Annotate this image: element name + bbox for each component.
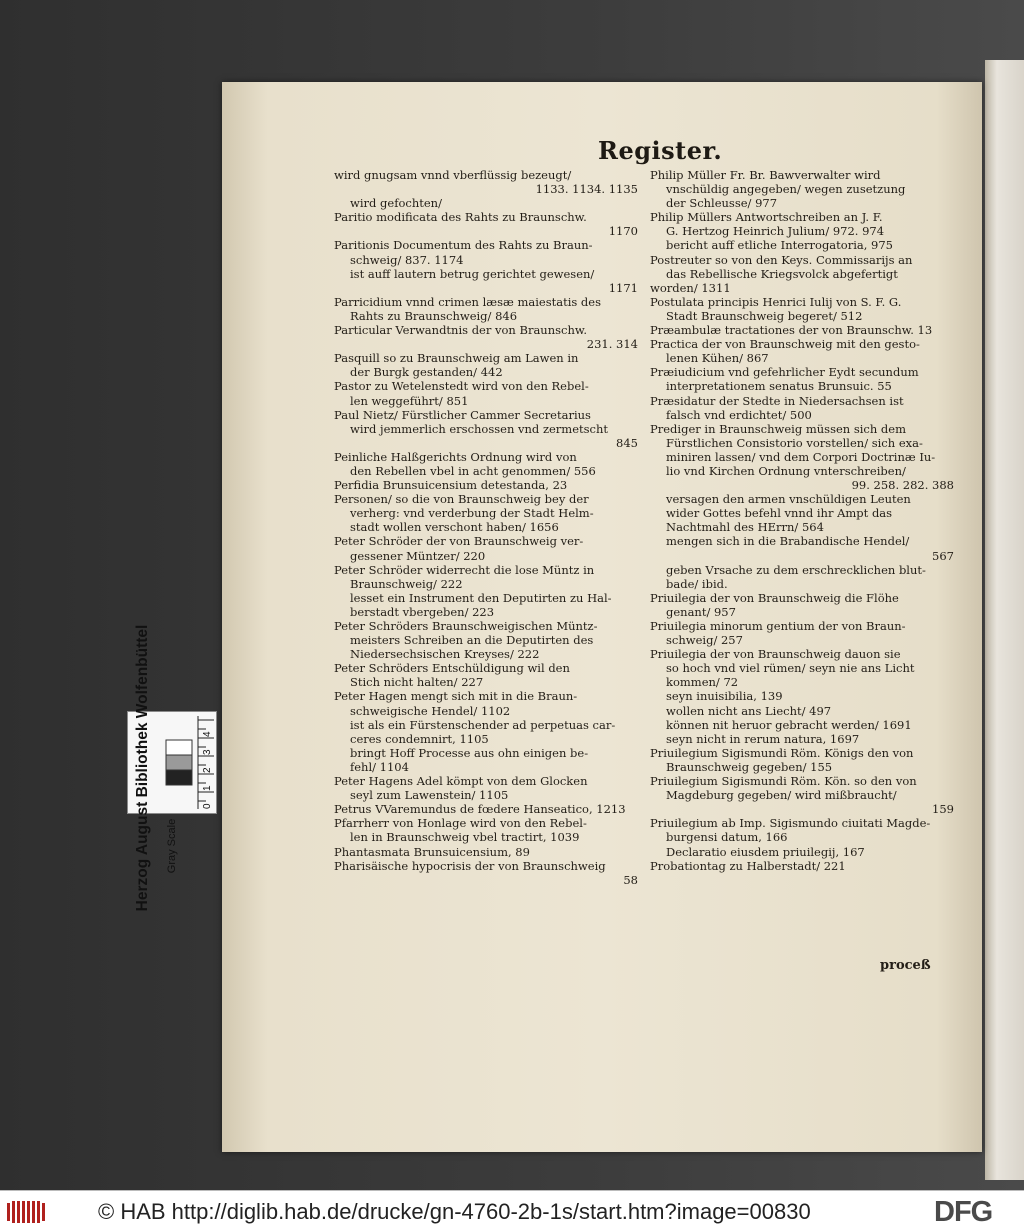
index-entry-line: miniren lassen/ vnd dem Corpori Doctrinæ Iu- [666, 449, 936, 464]
index-entry-line: Priuilegium Sigismundi Röm. Königs den von [650, 745, 914, 760]
index-entry-line: Paritio modificata des Rahts zu Braunschw. [334, 210, 587, 225]
index-entry-line: verherg: vnd verderbung der Stadt Helm- [350, 506, 594, 521]
page-header: Register. [598, 136, 723, 165]
index-entry-line: Philip Müller Fr. Br. Bawverwalter wird [650, 168, 881, 182]
index-entry-line: 845 [616, 435, 638, 450]
index-entry-line: ceres condemnirt, 1105 [350, 731, 489, 746]
index-entry-line: Paritionis Documentum des Rahts zu Braun- [334, 238, 593, 253]
index-entry-line: schweig/ 837. 1174 [350, 252, 464, 267]
index-entry-line: lesset ein Instrument den Deputirten zu Hal- [350, 590, 612, 605]
index-entry-line: interpretationem senatus Brunsuic. 55 [666, 379, 892, 394]
ruler-number: 0 [202, 803, 213, 809]
index-entry-line: Peter Schröders Braunschweigischen Müntz- [334, 619, 598, 633]
index-entry-line: G. Hertzog Heinrich Julium/ 972. 974 [666, 224, 885, 239]
index-entry-line: Pasquill so zu Braunschweig am Lawen in [334, 351, 579, 366]
dfg-logo: DFG [934, 1196, 993, 1228]
index-entry-line: wird gnugsam vnnd vberflüssig bezeugt/ [334, 168, 572, 182]
index-entry-line: seyl zum Lawenstein/ 1105 [350, 788, 509, 803]
index-entry-line: Phantasmata Brunsuicensium, 89 [334, 844, 530, 859]
index-entry-line: stadt wollen verschont haben/ 1656 [350, 520, 559, 535]
index-entry-line: Præiudicium vnd gefehrlicher Eydt secundum [650, 365, 919, 380]
hab-logo-icon [6, 1199, 48, 1225]
index-entry-line: kommen/ 72 [666, 675, 739, 690]
index-entry-line: geben Vrsache zu dem erschrecklichen blut- [666, 562, 926, 577]
index-entry-line: Priuilegia der von Braunschweig die Flöhe [650, 590, 899, 605]
index-entry-line: Braunschweig/ 222 [350, 576, 463, 591]
index-entry-line: Declaratio eiusdem priuilegij, 167 [666, 844, 865, 859]
index-entry-line: Paul Nietz/ Fürstlicher Cammer Secretarius [334, 407, 591, 422]
copyright-url[interactable]: © HAB http://diglib.hab.de/drucke/gn-4760-2b-1s/start.htm?image=00830 [98, 1199, 811, 1224]
index-entry-line: schweigische Hendel/ 1102 [350, 703, 511, 718]
index-entry-line: ist auff lautern betrug gerichtet gewesen/ [350, 266, 595, 281]
ruler-number: 3 [202, 749, 213, 755]
index-entry-line: Petrus VVaremundus de fœdere Hanseatico, 1213 [334, 802, 626, 817]
index-entry-line: Pharisäische hypocrisis der von Braunschweig [334, 858, 606, 873]
index-entry-line: wird gefochten/ [350, 196, 442, 211]
index-entry-line: Philip Müllers Antwortschreiben an J. F. [650, 210, 883, 225]
index-entry-line: Peter Hagens Adel kömpt von dem Glocken [334, 774, 588, 789]
index-entry-line: 1170 [608, 224, 638, 239]
index-entry-line: 58 [623, 872, 638, 887]
index-entry-line: Peinliche Halßgerichts Ordnung wird von [334, 449, 577, 464]
index-entry-line: Peter Schröder widerrecht die lose Müntz in [334, 562, 595, 577]
index-entry-line: fehl/ 1104 [350, 759, 409, 774]
index-entry-line: bringt Hoff Processe aus ohn einigen be- [350, 745, 589, 760]
left-index-column [334, 168, 640, 887]
index-entry-line: Perfidia Brunsuicensium detestanda, 23 [334, 478, 568, 493]
gray-scale-title: Herzog August Bibliothek Wolfenbüttel [134, 624, 151, 912]
index-entry-line: Fürstlichen Consistorio vorstellen/ sich exa- [666, 435, 923, 450]
index-entry-line: bericht auff etliche Interrogatoria, 975 [666, 238, 893, 253]
index-entry-line: Niedersechsischen Kreyses/ 222 [350, 647, 540, 662]
index-entry-line: seyn inuisibilia, 139 [666, 689, 783, 704]
index-entry-line: Parricidium vnnd crimen læsæ maiestatis des [334, 294, 601, 309]
index-entry-line: lio vnd Kirchen Ordnung vnterschreiben/ [666, 463, 906, 478]
index-entry-line: wird jemmerlich erschossen vnd zermetscht [350, 421, 609, 436]
index-entry-line: Priuilegia minorum gentium der von Braun- [650, 619, 906, 633]
index-entry-line: wider Gottes befehl vnnd ihr Ampt das [666, 506, 893, 521]
index-entry-line: Prediger in Braunschweig müssen sich dem [650, 421, 906, 436]
index-entry-line: den Rebellen vbel in acht genommen/ 556 [350, 463, 596, 478]
ruler-number: 4 [202, 731, 213, 737]
index-entry-line: gessener Müntzer/ 220 [350, 548, 486, 563]
index-entry-line: berstadt vbergeben/ 223 [350, 604, 495, 619]
index-entry-line: Priuilegia der von Braunschweig dauon sie [650, 647, 901, 662]
index-entry-line: Personen/ so die von Braunschweig bey der [334, 492, 589, 507]
index-entry-line: Stich nicht halten/ 227 [350, 675, 484, 690]
gray-scale-subtitle: Gray Scale [166, 818, 178, 874]
index-entry-line: Rahts zu Braunschweig/ 846 [350, 308, 518, 323]
footer-bar [0, 1190, 1024, 1231]
index-entry-line: seyn nicht in rerum natura, 1697 [666, 731, 860, 746]
index-entry-line: Præambulæ tractationes der von Braunschw. 13 [650, 323, 933, 338]
index-entry-line: Braunschweig gegeben/ 155 [666, 759, 833, 774]
index-entry-line: 159 [932, 802, 954, 817]
index-entry-line: genant/ 957 [666, 604, 736, 619]
index-entry-line: Pastor zu Wetelenstedt wird von den Rebel- [334, 379, 589, 394]
ruler-number: 2 [202, 767, 213, 773]
index-entry-line: 1133. 1134. 1135 [535, 182, 638, 197]
index-entry-line: das Rebellische Kriegsvolck abgefertigt [666, 266, 898, 281]
right-index-column [650, 168, 956, 873]
index-entry-line: Magdeburg gegeben/ wird mißbraucht/ [666, 788, 897, 803]
index-entry-line: so hoch vnd viel rümen/ seyn nie ans Licht [666, 661, 915, 676]
index-entry-line: Priuilegium ab Imp. Sigismundo ciuitati Magde- [650, 816, 931, 831]
index-entry-line: der Burgk gestanden/ 442 [350, 365, 503, 380]
index-entry-line: ist als ein Fürstenschender ad perpetuas car- [350, 717, 616, 732]
index-entry-line: Probationtag zu Halberstadt/ 221 [650, 858, 846, 873]
index-entry-line: 99. 258. 282. 388 [851, 478, 954, 493]
index-entry-line: falsch vnd erdichtet/ 500 [666, 407, 812, 422]
index-entry-line: vnschüldig angegeben/ wegen zusetzung [666, 182, 906, 197]
index-entry-line: Nachtmahl des HErrn/ 564 [666, 520, 824, 535]
index-entry-line: wollen nicht ans Liecht/ 497 [666, 703, 832, 718]
index-entry-line: Postreuter so von den Keys. Commissarijs an [650, 252, 913, 267]
index-entry-line: 231. 314 [586, 337, 638, 352]
index-entry-line: Priuilegium Sigismundi Röm. Kön. so den von [650, 774, 917, 789]
index-entry-line: Practica der von Braunschweig mit den gesto- [650, 337, 920, 352]
index-entry-line: Particular Verwandtnis der von Braunschw. [334, 323, 587, 338]
index-entry-line: bade/ ibid. [666, 576, 728, 591]
index-entry-line: können nit heruor gebracht werden/ 1691 [666, 717, 912, 732]
index-entry-line: lenen Kühen/ 867 [666, 351, 769, 366]
index-entry-line: versagen den armen vnschüldigen Leuten [666, 492, 911, 507]
index-entry-line: Postulata principis Henrici Iulij von S. F. G. [650, 294, 902, 309]
index-entry-line: 567 [932, 548, 954, 563]
index-entry-line: burgensi datum, 166 [666, 830, 788, 845]
index-entry-line: Peter Schröder der von Braunschweig ver- [334, 534, 584, 549]
ruler-number: 1 [202, 785, 213, 791]
index-entry-line: Præsidatur der Stedte in Niedersachsen ist [650, 393, 904, 408]
index-entry-line: Pfarrherr von Honlage wird von den Rebel- [334, 816, 587, 831]
index-entry-line: mengen sich in die Brabandische Hendel/ [666, 534, 910, 549]
index-entry-line: Peter Schröders Entschüldigung wil den [334, 661, 570, 676]
index-entry-line: der Schleusse/ 977 [666, 196, 778, 211]
adjacent-page-edge [985, 60, 1024, 1180]
index-entry-line: Stadt Braunschweig begeret/ 512 [666, 308, 863, 323]
index-entry-line: worden/ 1311 [650, 280, 731, 295]
index-entry-line: len in Braunschweig vbel tractirt, 1039 [350, 830, 580, 845]
index-entry-line: 1171 [608, 280, 638, 295]
index-entry-line: Peter Hagen mengt sich mit in die Braun- [334, 689, 578, 704]
index-entry-line: meisters Schreiben an die Deputirten des [350, 633, 594, 648]
index-entry-line: schweig/ 257 [666, 633, 743, 648]
catchword: proceß [880, 958, 931, 973]
index-entry-line: len weggeführt/ 851 [350, 393, 469, 408]
